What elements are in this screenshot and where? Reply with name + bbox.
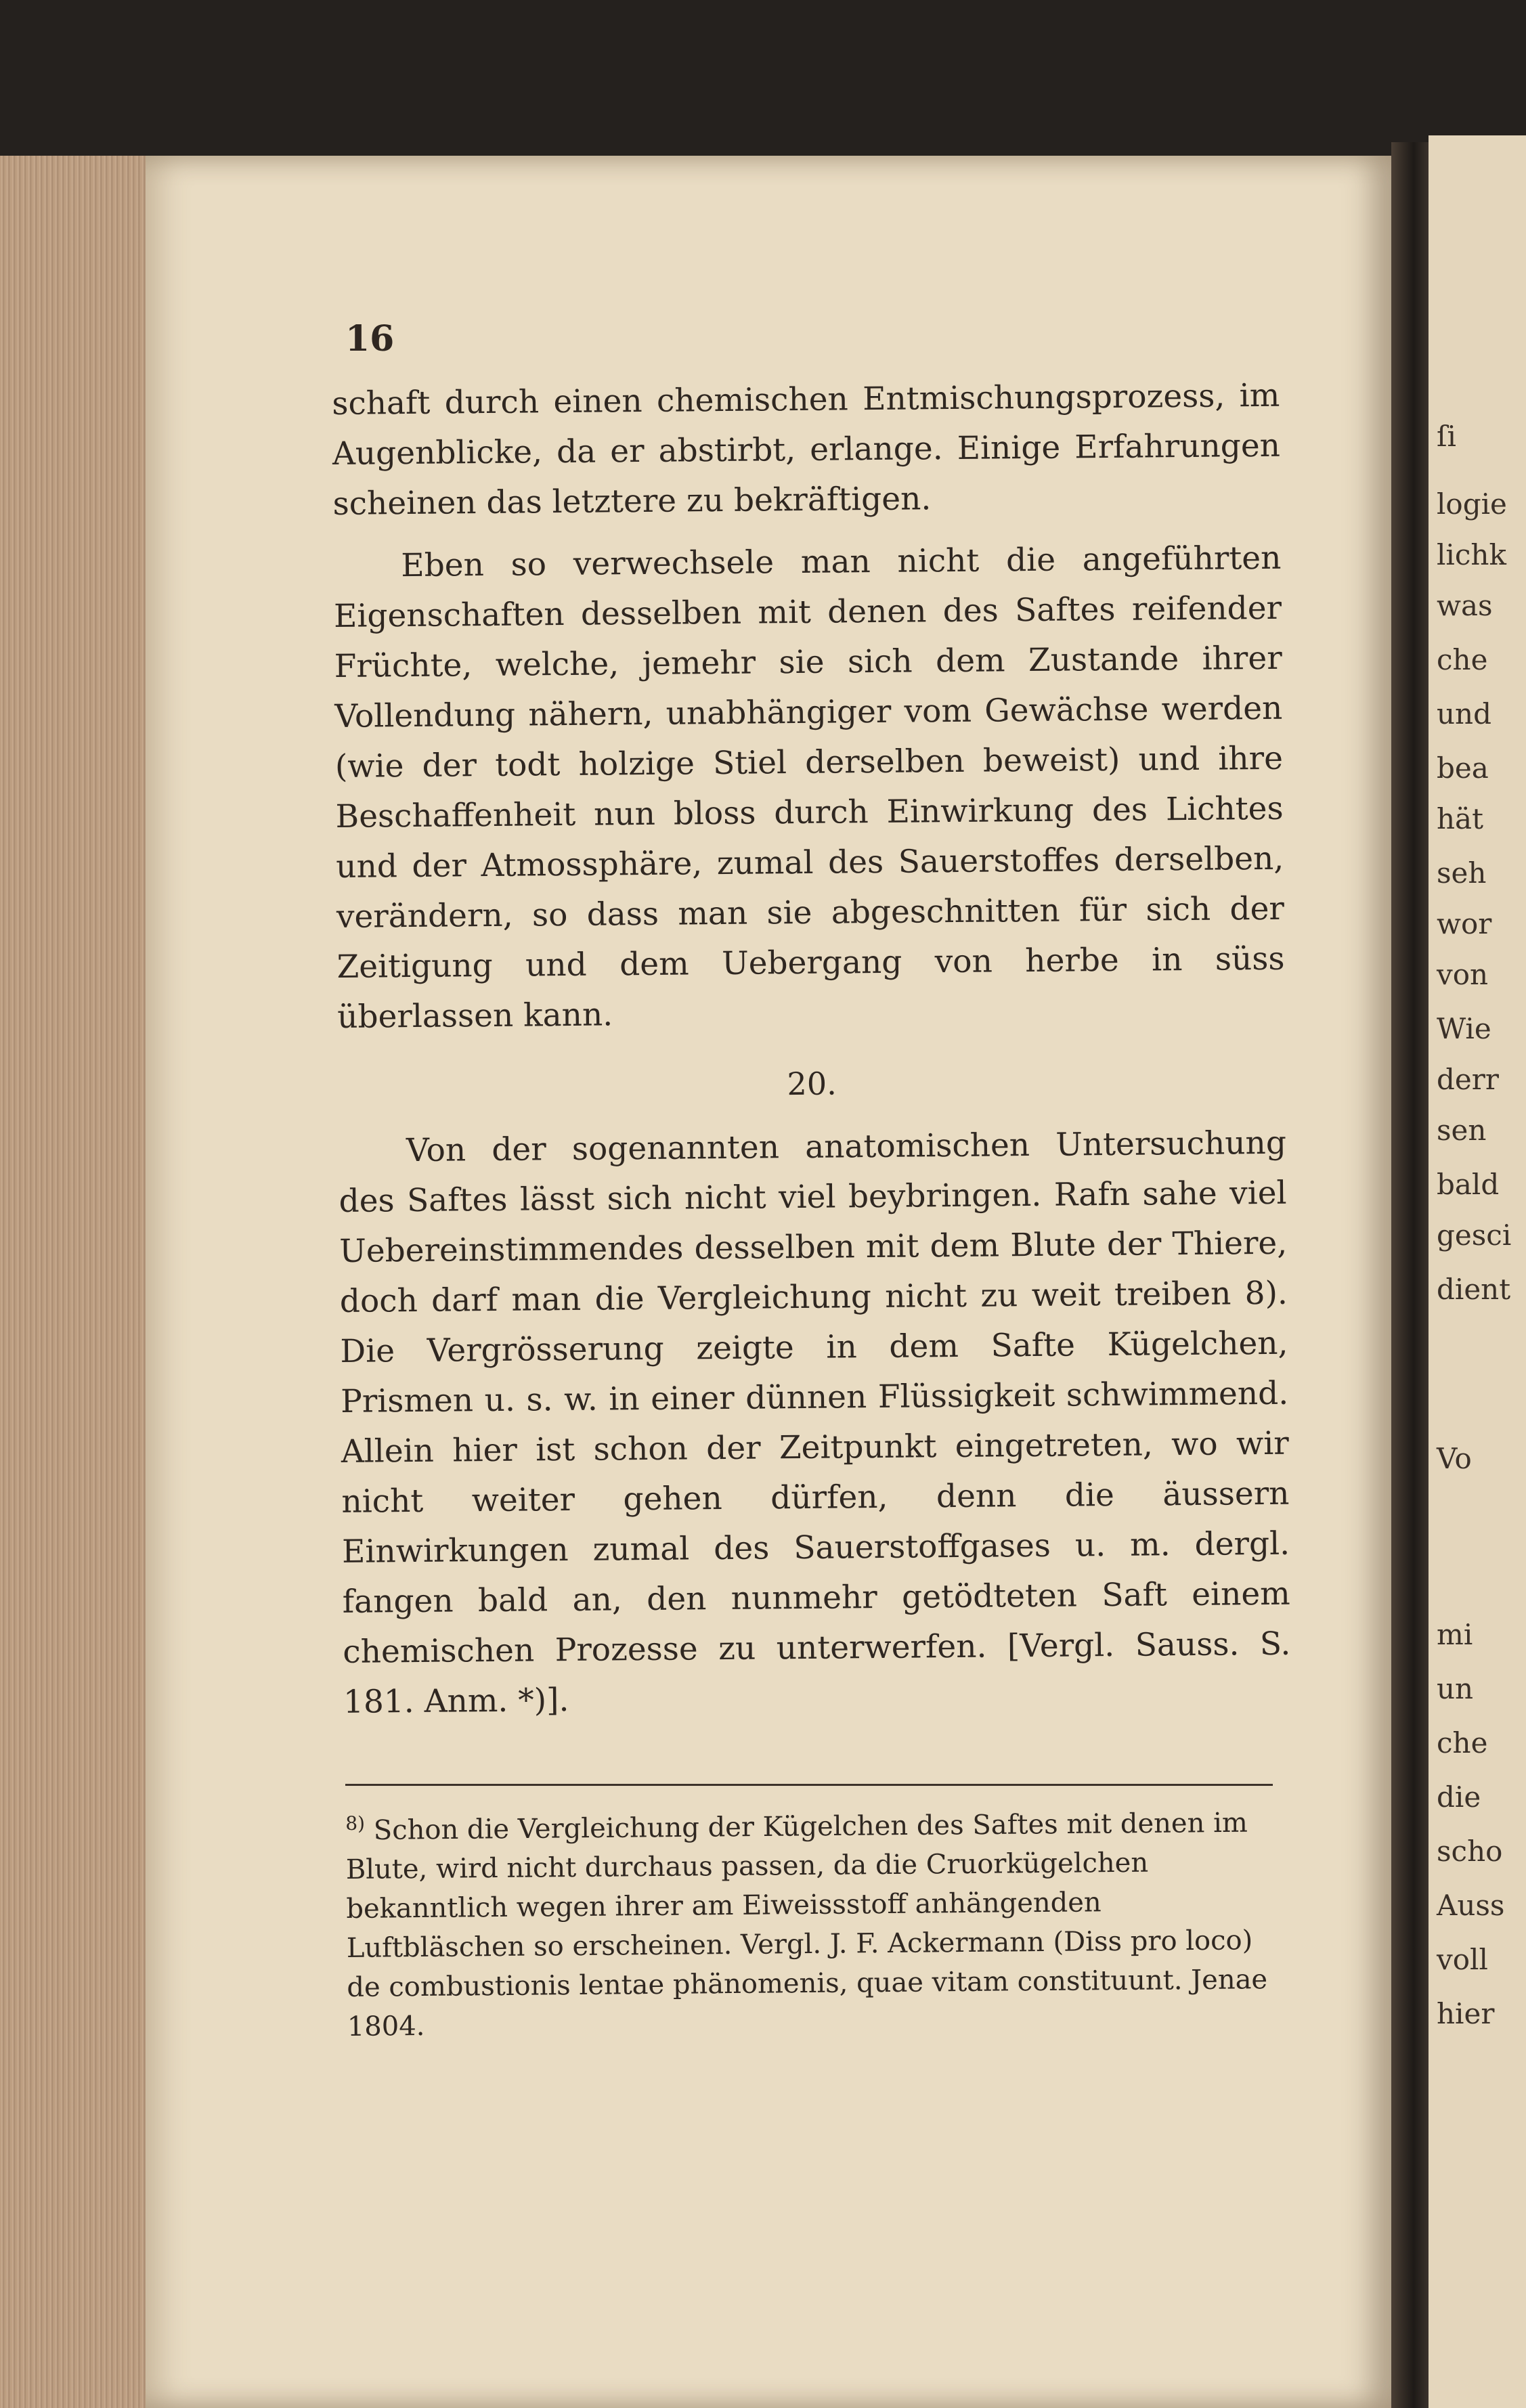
facing-fragment: derr xyxy=(1437,1063,1499,1096)
facing-fragment: sen xyxy=(1437,1114,1487,1147)
book-gutter xyxy=(1391,142,1429,2408)
book-page-edges xyxy=(0,156,148,2408)
facing-fragment: und xyxy=(1437,697,1491,730)
paragraph-1: schaft durch einen chemischen Entmischungsprozess, im Augenblicke, da er abstirbt, erlange. Einige Erfahrungen scheinen das letztere zu bekräftigen. xyxy=(332,376,1281,523)
facing-fragment: lichk xyxy=(1437,538,1506,571)
facing-fragment: che xyxy=(1437,1726,1488,1759)
footnote-divider xyxy=(345,1784,1273,1786)
facing-fragment: was xyxy=(1437,589,1493,622)
section-number: 20. xyxy=(787,1065,837,1103)
facing-fragment: wor xyxy=(1437,907,1492,940)
facing-fragment: voll xyxy=(1437,1943,1488,1976)
facing-fragment: die xyxy=(1437,1780,1481,1814)
facing-fragment: bald xyxy=(1437,1168,1500,1201)
facing-fragment: logie xyxy=(1437,487,1507,521)
section-paragraph: Von der sogenannten anatomischen Untersuchung des Saftes lässt sich nicht viel beybringen. Rafn sahe viel Uebereinstimmendes desselben mit dem Blute der Thiere, doch darf man die Vergleichung nicht zu weit treiben 8). Die Vergrösserung zeigte in dem Safte Kügelchen, Prismen u. s. w. in einer dünnen Flüssigkeit schwimmend. Allein hier ist schon der Zeitpunkt eingetreten, wo wir nicht weiter gehen dürfen, denn die äussern Einwirkungen zumal des Sauerstoffgases u. m. dergl. fangen bald an, den nunmehr getödteten Saft einem chemischen Prozesse zu unterwerfen. [Vergl. Sauss. S. 181. Anm. *)]. xyxy=(339,1124,1291,1721)
facing-fragment: seh xyxy=(1437,856,1487,890)
facing-fragment: che xyxy=(1437,643,1488,676)
facing-fragment: gesci xyxy=(1437,1219,1512,1252)
facing-fragment: ſi xyxy=(1437,420,1456,453)
footnote-text: Schon die Vergleichung der Kügelchen des Saftes mit denen im Blute, wird nicht durchaus passen, da die Cruorkügelchen bekanntlich wegen ihrer am Eiweissstoff anhängenden Luftbläschen so erscheinen. Vergl. J. F. Ackermann (Diss pro loco) de combustionis lentae phänomenis, quae vitam constituunt. Jenae 1804. xyxy=(345,1807,1268,2043)
main-text xyxy=(332,371,1291,1728)
facing-fragment: Auss xyxy=(1437,1889,1505,1922)
facing-fragment: scho xyxy=(1437,1835,1503,1868)
facing-fragment: mi xyxy=(1437,1618,1473,1651)
page-number: 16 xyxy=(345,318,395,359)
facing-fragment: hät xyxy=(1437,802,1483,835)
footnote-marker: 8) xyxy=(345,1812,366,1835)
facing-page xyxy=(1429,135,1526,2408)
facing-fragment: Wie xyxy=(1437,1012,1491,1045)
facing-fragment: bea xyxy=(1437,751,1489,785)
facing-fragment: hier xyxy=(1437,1997,1495,2030)
facing-fragment: dient xyxy=(1437,1273,1511,1306)
scan-background-top xyxy=(0,0,1526,156)
paragraph-2: Eben so verwechsele man nicht die angeführten Eigenschaften desselben mit denen des Saftes reifender Früchte, welche, jemehr sie sich dem Zustande ihrer Vollendung nähern, unabhängiger vom Gewächse werden (wie der todt holzige Stiel derselben beweist) und ihre Beschaffenheit nun bloss durch Einwirkung des Lichtes und der Atmossphäre, zumal des Sauerstoffes derselben, verändern, so dass man sie abgeschnitten für sich der Zeitigung und dem Uebergang von herbe in süss überlassen kann. xyxy=(333,539,1285,1036)
facing-fragment: Vo xyxy=(1437,1442,1472,1475)
facing-fragment: un xyxy=(1437,1672,1474,1705)
facing-fragment: von xyxy=(1437,958,1489,991)
footnote xyxy=(345,1796,1282,2046)
